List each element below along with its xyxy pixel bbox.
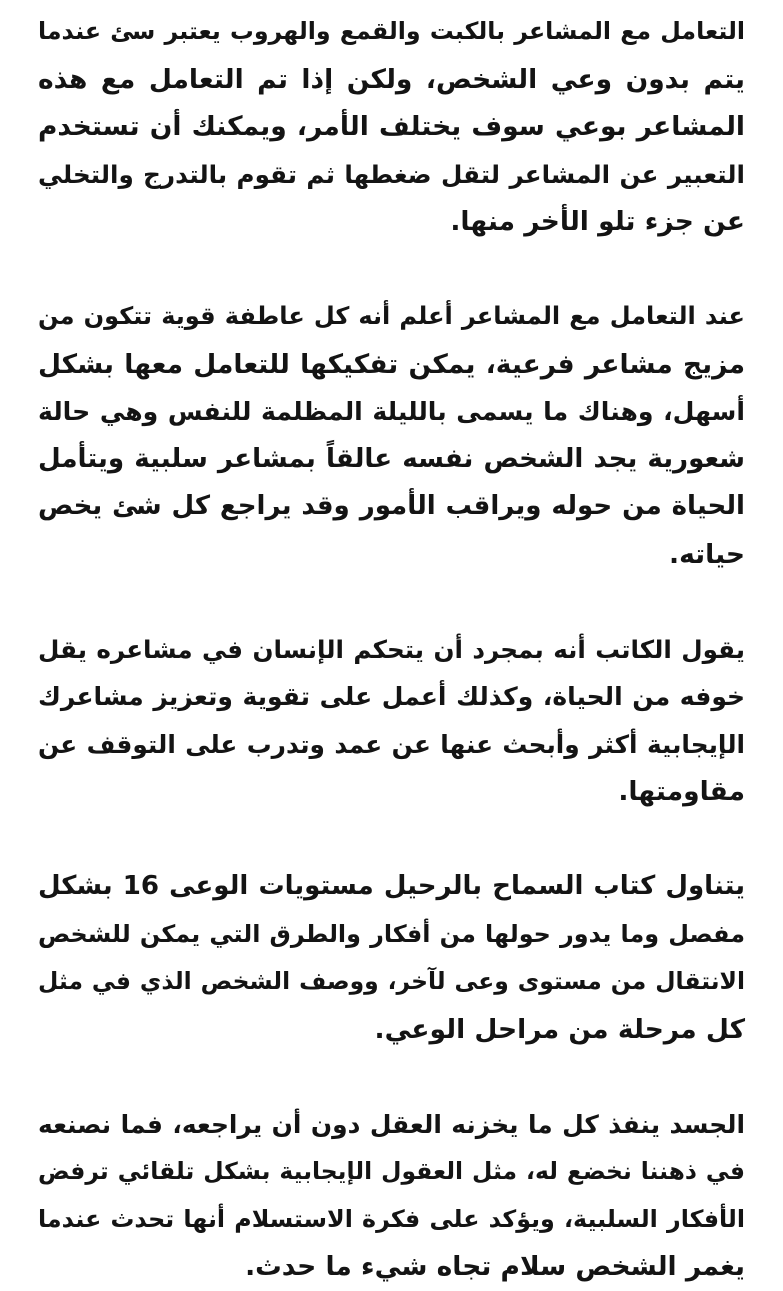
text-line: التعبير عن المشاعر لتقل ضغطها ثم تقوم بالتدرج والتخلي <box>38 159 745 189</box>
text-line: مفصل وما يدور حولها من أفكار والطرق التي يمكن للشخص <box>38 919 745 948</box>
text-line: الحياة من حوله ويراقب الأمور وقد يراجع كل شئ يخص <box>38 491 745 521</box>
text-line: عن جزء تلو الأخر منها. <box>450 206 745 237</box>
text-line: حياته. <box>669 538 745 570</box>
text-line: يغمر الشخص سلام تجاه شيء ما حدث. <box>245 1251 745 1282</box>
text-line: يقول الكاتب أنه بمجرد أن يتحكم الإنسان في مشاعره يقل <box>38 634 745 664</box>
paragraph-5 <box>38 1101 745 1291</box>
text-line: كل مرحلة من مراحل الوعي. <box>374 1013 745 1045</box>
text-line: يتم بدون وعي الشخص، ولكن إذا تم التعامل مع هذه <box>38 63 745 95</box>
text-line: مزيج مشاعر فرعية، يمكن تفكيكها للتعامل معها بشكل <box>38 348 745 380</box>
paragraph-1 <box>38 8 745 246</box>
paragraph-3 <box>38 626 745 816</box>
text-line: التعامل مع المشاعر بالكبت والقمع والهروب يعتبر سئ عندما <box>38 17 745 45</box>
text-line: عند التعامل مع المشاعر أعلم أنه كل عاطفة قوية تتكون من <box>38 302 745 330</box>
text-line: الجسد ينفذ كل ما يخزنه العقل دون أن يراجعه، فما نصنعه <box>38 1109 745 1139</box>
text-line: الانتقال من مستوى وعى لآخر، ووصف الشخص الذي في مثل <box>38 967 745 995</box>
text-line: الأفكار السلبية، ويؤكد على فكرة الاستسلام أنها تحدث عندما <box>38 1204 745 1233</box>
text-line: يتناول كتاب السماح بالرحيل مستويات الوعى 16 بشكل <box>38 871 745 901</box>
text-line: في ذهننا نخضع له، مثل العقول الإيجابية بشكل تلقائي ترفض <box>38 1157 745 1185</box>
text-line: المشاعر بوعي سوف يختلف الأمر، ويمكنك أن تستخدم <box>38 111 745 142</box>
text-line: الإيجابية أكثر وأبحث عنها عن عمد وتدرب على التوقف عن <box>38 729 745 759</box>
text-line: شعورية يجد الشخص نفسه عالقاً بمشاعر سلبية ويتأمل <box>38 443 745 474</box>
paragraph-4 <box>38 863 745 1053</box>
text-line: خوفه من الحياة، وكذلك أعمل على تقوية وتعزيز مشاعرك <box>38 682 745 711</box>
paragraph-2 <box>38 293 745 578</box>
text-line: أسهل، وهناك ما يسمى بالليلة المظلمة للنفس وهي حالة <box>38 397 745 426</box>
text-line: مقاومتها. <box>618 776 745 807</box>
